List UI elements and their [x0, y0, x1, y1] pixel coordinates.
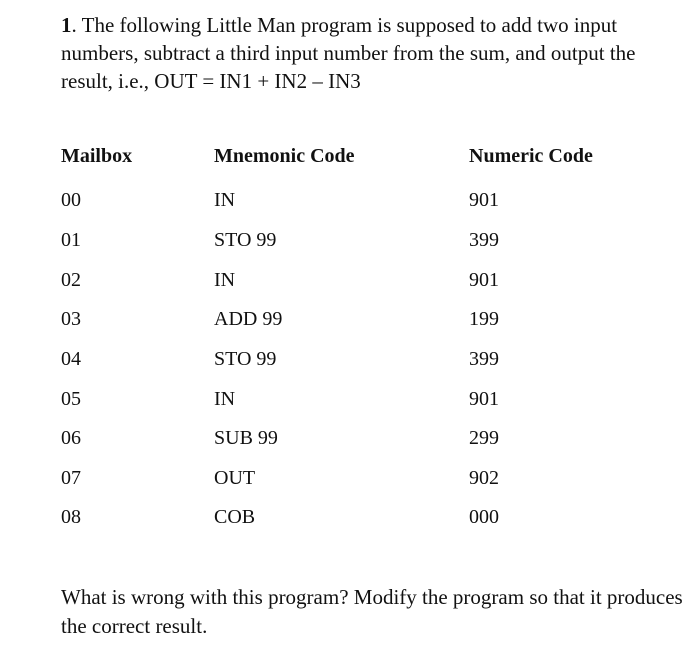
- mailbox-cell: 04: [61, 348, 81, 371]
- table-row: [61, 379, 629, 419]
- numeric-cell: 399: [469, 229, 499, 252]
- mnemonic-cell: ADD 99: [214, 308, 283, 331]
- mnemonic-cell: IN: [214, 188, 236, 211]
- mailbox-cell: 01: [61, 229, 81, 252]
- mnemonic-cell: STO 99: [214, 348, 277, 371]
- question-prompt: [61, 11, 691, 95]
- numeric-cell: 902: [469, 466, 499, 489]
- program-table: [61, 145, 629, 538]
- question-number: 1: [61, 13, 72, 37]
- table-row: [61, 221, 629, 261]
- mnemonic-cell: STO 99: [214, 229, 277, 252]
- table-row: [61, 459, 629, 499]
- mailbox-cell: 08: [61, 506, 81, 529]
- numeric-cell: 399: [469, 348, 499, 371]
- header-mnemonic-code: Mnemonic Code: [214, 145, 355, 167]
- mnemonic-cell: SUB 99: [214, 427, 278, 450]
- numeric-cell: 199: [469, 308, 499, 331]
- numeric-cell: 901: [469, 188, 499, 211]
- mailbox-cell: 02: [61, 268, 81, 291]
- table-row: [61, 179, 629, 221]
- mnemonic-cell: COB: [214, 506, 256, 529]
- question-text: . The following Little Man program is supposed to add two input numbers, subtract a third input number from the sum, and output the result, i.e., OUT = IN1 + IN2 – IN3: [61, 13, 636, 93]
- mnemonic-cell: OUT: [214, 466, 256, 489]
- header-mailbox: Mailbox: [61, 145, 133, 167]
- mailbox-cell: 05: [61, 387, 81, 410]
- follow-up-question: What is wrong with this program? Modify the program so that it produces the correct result.: [61, 585, 683, 638]
- table-row: [61, 261, 629, 301]
- mailbox-cell: 03: [61, 308, 81, 331]
- numeric-cell: 901: [469, 387, 499, 410]
- mnemonic-cell: IN: [214, 387, 236, 410]
- mailbox-cell: 00: [61, 188, 81, 211]
- mnemonic-cell: IN: [214, 268, 236, 291]
- table-row: [61, 340, 629, 380]
- numeric-cell: 299: [469, 427, 499, 450]
- mailbox-cell: 06: [61, 427, 81, 450]
- numeric-cell: 000: [469, 506, 499, 529]
- header-numeric-code: Numeric Code: [469, 145, 593, 167]
- table-row: [61, 419, 629, 459]
- numeric-cell: 901: [469, 268, 499, 291]
- table-row: [61, 300, 629, 340]
- table-row: [61, 498, 629, 538]
- table-header-row: [61, 145, 629, 179]
- mailbox-cell: 07: [61, 466, 81, 489]
